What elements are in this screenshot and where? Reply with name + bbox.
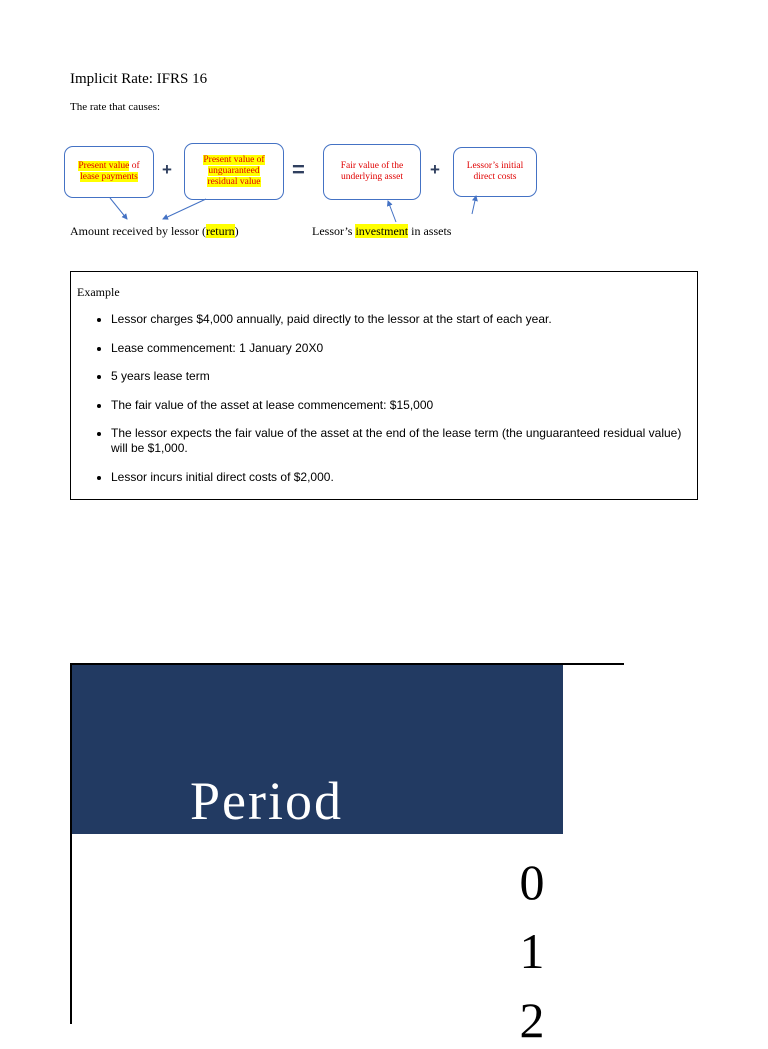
list-item: • Lease commencement: 1 January 20X0 <box>111 341 691 356</box>
example-label: Example <box>77 285 120 299</box>
plus-operator-1: + <box>162 160 172 179</box>
caption-right-a: Lessor’s <box>312 224 356 238</box>
caption-right-c: in assets <box>408 224 452 238</box>
period-number: 2 <box>519 992 545 1048</box>
period-header-label: Period <box>190 771 343 831</box>
subtitle: The rate that causes: <box>70 101 161 113</box>
box4-text-b: direct costs <box>473 172 517 182</box>
formula-arrows <box>0 0 768 260</box>
period-number: 0 <box>519 854 545 910</box>
box1-text-c: lease <box>80 172 100 182</box>
box2-text-c: residual value <box>207 177 261 187</box>
list-item: • The fair value of the asset at lease commencement: $15,000 <box>111 398 691 413</box>
caption-left-c: ) <box>234 224 239 238</box>
box3-text-a: Fair value of the <box>340 161 404 171</box>
list-item: • Lessor charges $4,000 annually, paid directly to the lessor at the start of each year. <box>111 312 691 327</box>
arrow-to-investment-1 <box>388 201 396 222</box>
example-list <box>71 312 691 498</box>
box2-text-a: Present value of <box>203 155 265 165</box>
page-title: Implicit Rate: IFRS 16 <box>70 71 208 87</box>
arrow-to-return-2 <box>163 199 206 219</box>
list-item: • 5 years lease term <box>111 369 691 384</box>
box1-text-d: payments <box>99 172 138 182</box>
arrow-to-investment-2 <box>472 196 476 214</box>
box4-text-a: Lessor’s initial <box>466 161 524 171</box>
period-number: 1 <box>519 923 545 979</box>
plus-operator-2: + <box>430 160 440 179</box>
caption-right-b: investment <box>355 224 409 238</box>
list-item: • Lessor incurs initial direct costs of $2,000. <box>111 470 691 485</box>
box3-text-b: underlying asset <box>340 172 403 182</box>
box1-text-a: Present value <box>78 161 130 171</box>
box2-text-b: unguaranteed <box>208 166 260 176</box>
caption-left-a: Amount received by lessor ( <box>70 224 206 238</box>
caption-left-b: return <box>205 224 235 238</box>
caption-lessor-investment <box>312 224 451 239</box>
equals-operator: = <box>292 157 305 182</box>
box1-text-b: of <box>129 161 140 171</box>
period-header-cell <box>72 665 563 834</box>
caption-amount-received <box>70 224 239 239</box>
arrow-to-return-1 <box>110 198 127 219</box>
list-item: • The lessor expects the fair value of the asset at the end of the lease term (the unguaranteed residual value) will be $1,000. <box>111 426 691 456</box>
example-box <box>70 271 698 500</box>
